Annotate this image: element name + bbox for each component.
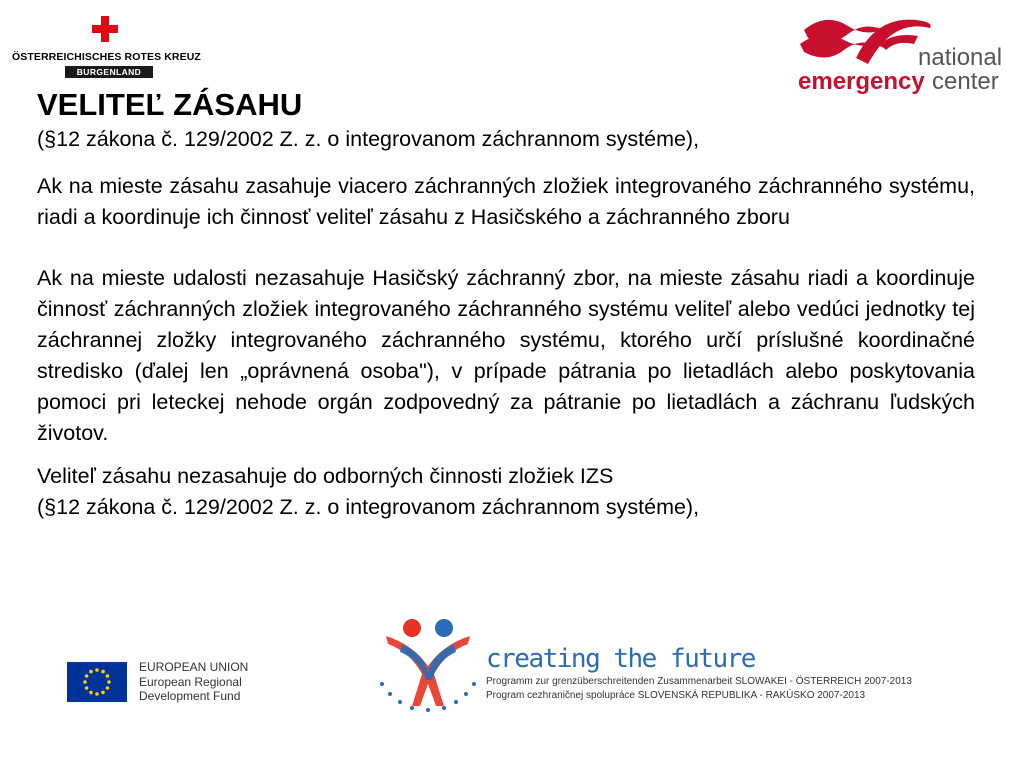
nec-logo [796,10,1016,96]
paragraph-1: Ak na mieste zásahu zasahuje viacero záchranných zložiek integrovaného záchranného systému, riadi a koordinuje ich činnosť veliteľ zásahu z Hasičského a záchranného zboru [37,174,975,229]
program-line-1: Programm zur grenzüberschreitenden Zusammenarbeit SLOWAKEI - ÖSTERREICH 2007-2013 [486,676,912,687]
slide-subtitle: (§12 zákona č. 129/2002 Z. z. o integrovanom záchrannom systéme), [37,127,700,151]
slide-content [37,86,975,523]
program-people-icon [372,614,484,718]
red-cross-region: BURGENLAND [65,66,153,78]
program-logo [372,614,972,722]
eu-flag-icon [67,662,127,702]
paragraph-3-line-1: Veliteľ zásahu nezasahuje do odborných činnosti zložiek IZS [37,464,614,488]
eu-line-1: EUROPEAN UNION [139,660,249,674]
nec-word-emergency: emergency [798,68,925,95]
eu-logo [67,660,267,704]
red-cross-logo [12,10,201,82]
eu-text [139,660,248,704]
eu-line-3: Development Fund [139,689,241,703]
red-cross-name: ÖSTERREICHISCHES ROTES KREUZ [12,51,201,63]
paragraph-3-line-2: (§12 zákona č. 129/2002 Z. z. o integrovanom záchrannom systéme), [37,495,700,519]
eu-line-2: European Regional [139,674,242,689]
nec-word-national: national [918,44,1003,71]
nec-word-center: center [932,68,999,95]
paragraph-2: Ak na mieste udalosti nezasahuje Hasičský záchranný zbor, na mieste zásahu riadi a koordinuje činnosť záchranných zložiek integrovaného záchranného systému veliteľ alebo vedúci jednotky tej záchrannej zložky integrovaného záchranného systému, ktorého určí príslušné koordinačné stredisko (ďalej len „oprávnená osoba"), v prípade pátrania po lietadlách alebo poskytovania pomoci pri leteckej nehode orgán zodpovedný za pátranie po lietadlách a záchranu ľudských životov. [37,266,975,445]
nec-wave-icon [796,10,936,68]
program-title: creating the future [486,644,755,674]
slide-title: VELITEĽ ZÁSAHU [37,87,303,122]
program-line-2: Program cezhraničnej spolupráce SLOVENSKÁ REPUBLIKA - RAKÚSKO 2007-2013 [486,690,866,701]
red-cross-icon [92,16,118,42]
